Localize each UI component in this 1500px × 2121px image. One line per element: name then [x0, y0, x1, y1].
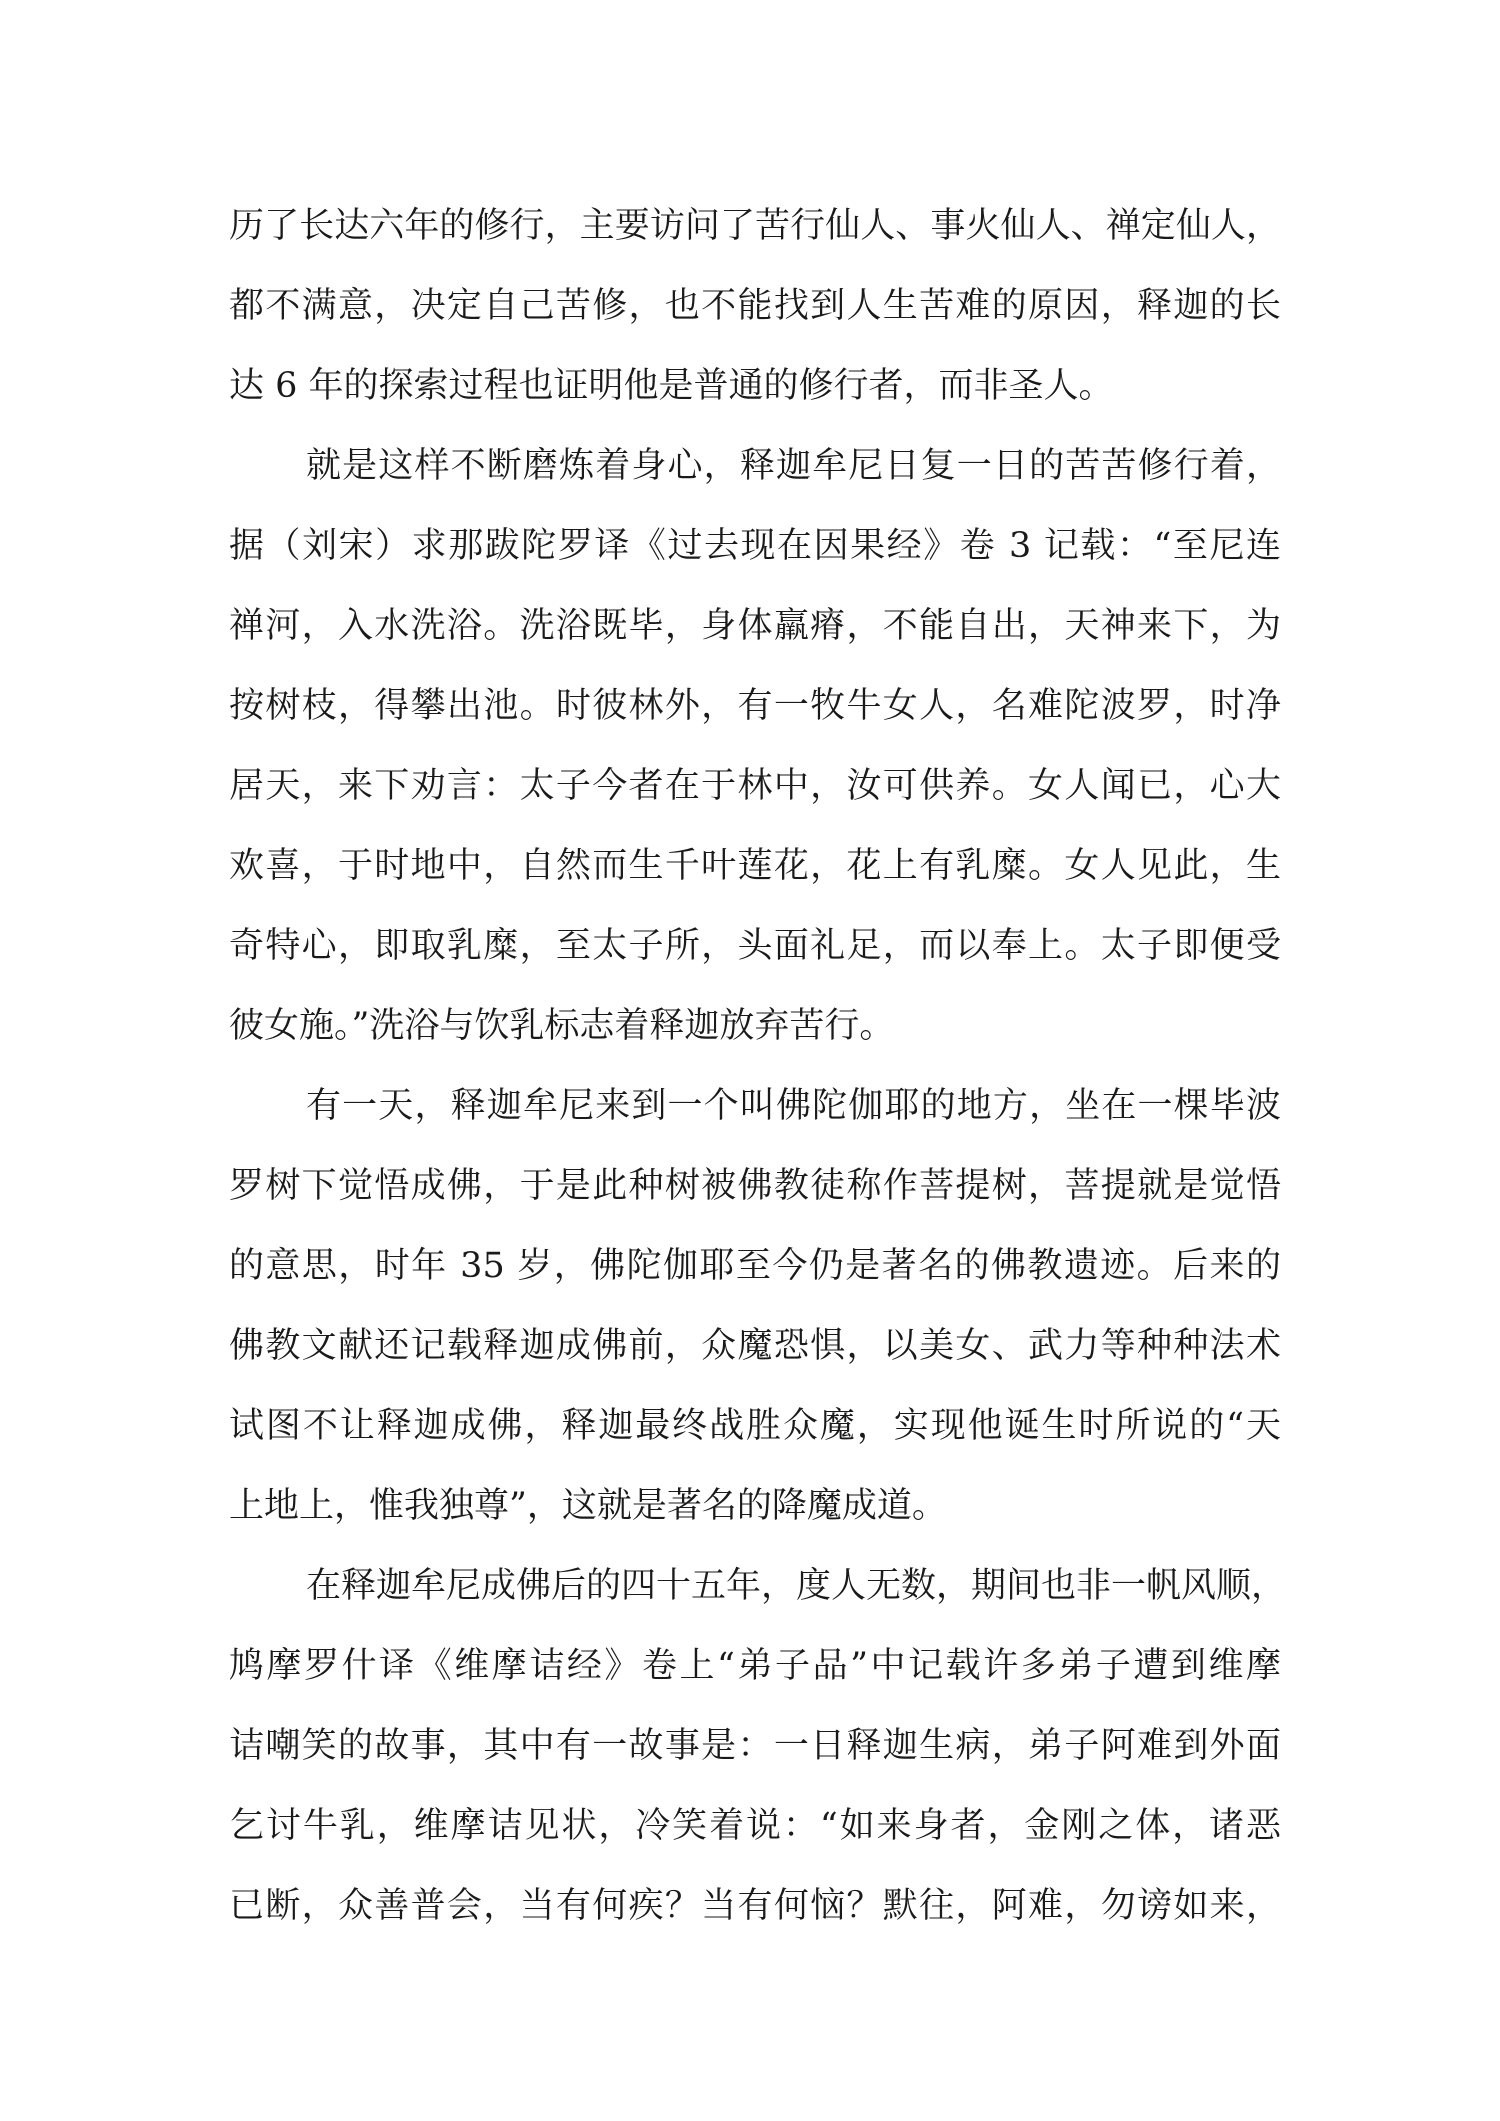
text-line: 禅河，入水洗浴。洗浴既毕，身体羸瘠，不能自出，天神来下，为 — [229, 606, 1281, 646]
paragraph-3 — [229, 1066, 1281, 1546]
text-line: 已断，众善普会，当有何疾？当有何恼？默往，阿难，勿谤如来， — [229, 1886, 1281, 1926]
text-line: 罗树下觉悟成佛，于是此种树被佛教徒称作菩提树，菩提就是觉悟 — [229, 1166, 1281, 1206]
text-line: 历了长达六年的修行，主要访问了苦行仙人、事火仙人、禅定仙人， — [229, 206, 1281, 246]
text-line: 居天，来下劝言：太子今者在于林中，汝可供养。女人闻已，心大 — [229, 766, 1281, 806]
text-line: 诘嘲笑的故事，其中有一故事是：一日释迦生病，弟子阿难到外面 — [229, 1726, 1281, 1766]
text-line: 试图不让释迦成佛，释迦最终战胜众魔，实现他诞生时所说的“天 — [229, 1406, 1281, 1446]
text-line: 乞讨牛乳，维摩诘见状，冷笑着说：“如来身者，金刚之体，诸恶 — [229, 1806, 1281, 1846]
text-line: 佛教文献还记载释迦成佛前，众魔恐惧，以美女、武力等种种法术 — [229, 1326, 1281, 1366]
text-line: 鸠摩罗什译《维摩诘经》卷上“弟子品”中记载许多弟子遭到维摩 — [229, 1646, 1281, 1686]
text-line: 都不满意，决定自己苦修，也不能找到人生苦难的原因，释迦的长 — [229, 286, 1281, 326]
text-line: 的意思，时年 35 岁，佛陀伽耶至今仍是著名的佛教遗迹。后来的 — [229, 1246, 1281, 1286]
text-line: 据（刘宋）求那跋陀罗译《过去现在因果经》卷 3 记载：“至尼连 — [229, 526, 1281, 566]
paragraph-2 — [229, 426, 1281, 1066]
text-line: 欢喜，于时地中，自然而生千叶莲花，花上有乳糜。女人见此，生 — [229, 846, 1281, 886]
text-line: 就是这样不断磨炼着身心，释迦牟尼日复一日的苦苦修行着， — [306, 446, 1281, 486]
text-line: 按树枝，得攀出池。时彼林外，有一牧牛女人，名难陀波罗，时净 — [229, 686, 1281, 726]
paragraph-1 — [229, 186, 1281, 426]
text-line: 达 6 年的探索过程也证明他是普通的修行者，而非圣人。 — [229, 366, 1114, 406]
text-line: 有一天，释迦牟尼来到一个叫佛陀伽耶的地方，坐在一棵毕波 — [306, 1086, 1281, 1126]
text-line: 在释迦牟尼成佛后的四十五年，度人无数，期间也非一帆风顺， — [306, 1566, 1287, 1606]
paragraph-4 — [229, 1546, 1287, 1946]
text-line: 上地上，惟我独尊”，这就是著名的降魔成道。 — [229, 1486, 947, 1526]
body-text — [229, 186, 1287, 1946]
text-line: 奇特心，即取乳糜，至太子所，头面礼足，而以奉上。太子即便受 — [229, 926, 1281, 966]
text-line: 彼女施。”洗浴与饮乳标志着释迦放弃苦行。 — [229, 1006, 895, 1046]
